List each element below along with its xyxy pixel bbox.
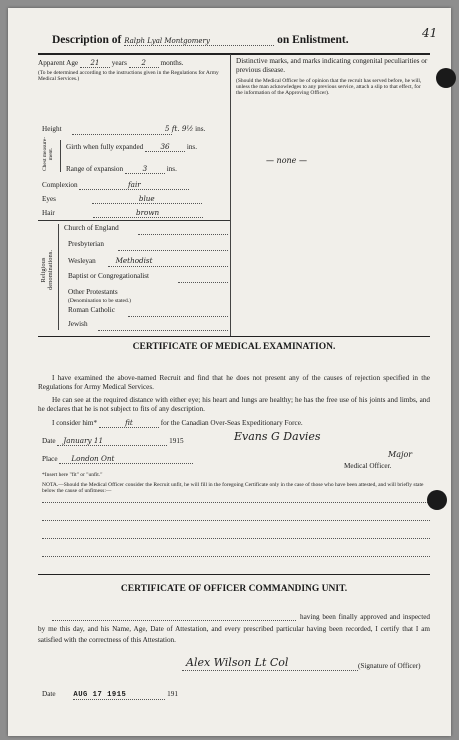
expansion-line [66,164,177,174]
date-line [42,436,184,446]
commanding-date-line [42,690,178,700]
religion-top-rule [38,220,230,221]
height-value: 5 ft. 9½ [164,124,194,133]
distinctive-value: — none — [266,156,307,165]
hair-value: brown [93,208,203,218]
girth-label: Girth when fully expanded [66,143,144,151]
religion-item-2 [68,240,104,248]
height-dots [72,134,172,135]
consider-label: I consider him* [52,419,98,427]
age-line [38,58,183,68]
distinctive-heading: Distinctive marks, and marks indicating congenital peculiarities or previous disease. [236,57,428,74]
religion-item-6 [68,306,115,314]
complexion-value: fair [79,180,189,190]
religion-item-5 [68,288,118,296]
religion-item-label: Roman Catholic [68,306,115,314]
age-note: (To be determined according to the instructions given in the Regulations for Army Medical Services.) [38,70,219,83]
unfit-line-3 [42,538,430,539]
place-line [42,454,193,464]
place-label: Place [42,455,58,463]
commanding-para: having been finally approved and inspected by me this day, and his Name, Age, Date of Attestation, and every prescribed particular having been recorded, I certify that I am satisfied with the correctness of this Attestation. [38,613,430,644]
complexion-label: Complexion [42,181,78,189]
height-label: Height [42,125,62,133]
section-rule-1 [38,336,430,337]
chest-side-label: Chest measure-ment. [42,136,55,172]
commanding-signature: Alex Wilson Lt Col [186,656,289,669]
title-left: Description of [52,34,122,46]
medical-officer-label: Medical Officer. [344,462,392,470]
religion-item-3 [68,256,153,265]
date-year: 1915 [169,437,184,445]
punch-hole-top [436,68,456,88]
commanding-date-stamp: AUG 17 1915 [73,691,165,700]
height-line [42,124,205,133]
height-unit: ins. [195,125,206,133]
unfit-line-2 [42,520,430,521]
religion-dots-4 [178,282,228,283]
recruit-name: Ralph Lyal Montgomery [124,37,274,46]
religion-dots-2 [118,250,228,251]
unfit-line-4 [42,556,430,557]
religion-item-label: Other Protestants [68,288,118,296]
chest-bracket [60,140,61,172]
religion-dots-7 [98,330,228,331]
religion-dots-6 [128,316,228,317]
commanding-signature-line [182,670,358,671]
medical-rank: Major [388,450,413,459]
age-years: 21 [80,58,110,68]
expansion-value: 3 [125,164,165,174]
header-rule [38,53,430,55]
commanding-signature-label: (Signature of Officer) [358,662,421,670]
religion-item-label: Presbyterian [68,240,104,248]
date-value: January 11 [57,436,167,446]
complexion-line [42,180,189,190]
eyes-value: blue [92,194,202,204]
title-right: on Enlistment. [277,34,349,46]
girth-unit: ins. [186,143,198,151]
commanding-date-suffix: 191 [167,690,178,698]
attestation-page [8,8,451,736]
medical-para-2: He can see at the required distance with either eye; his heart and lungs are healthy; he has the free use of his joints and limbs, and he declares that he is not subject to fits of any description. [38,396,430,413]
religion-dots-3 [108,266,228,267]
medical-para-1: I have examined the above-named Recruit and find that he does not present any of the causes of rejection specified in the Regulations for Army Medical Services. [38,374,430,391]
commanding-date-label: Date [42,690,56,698]
consider-rest: for the Canadian Over-Seas Expeditionary Force. [160,419,303,427]
age-label: Apparent Age [38,59,79,67]
consider-line [52,418,303,428]
expansion-label: Range of expansion [66,165,124,173]
medical-heading: CERTIFICATE OF MEDICAL EXAMINATION. [132,342,336,352]
commanding-heading: CERTIFICATE OF OFFICER COMMANDING UNIT. [120,584,348,594]
unfit-line-1 [42,502,430,503]
religion-item-label: Jewish [68,320,88,328]
age-months: 2 [129,58,159,68]
distinctive-note: (Should the Medical Officer be of opinion that the recruit has served before, he will, unless the man acknowledges to any previous service, attach a slip to that effect, for the information of the Approving Officer). [236,78,422,97]
place-value: London Ont [59,454,193,464]
years-label: years [111,59,127,67]
religion-item-7 [68,320,88,328]
religion-side-label: Religious denominations. [40,250,54,290]
page-number: 41 [422,26,438,40]
religion-item-1 [64,224,119,232]
expansion-unit: ins. [166,165,177,173]
section-rule-2 [38,574,430,575]
religion-item-value: Methodist [115,256,153,265]
religion-dots-1 [138,234,228,235]
religion-item-label: Wesleyan [68,257,96,265]
medical-nota: NOTA.—Should the Medical Officer consider the Recruit unfit, he will fill in the foregoing Certificate only in the case of those who have been attested, and will briefly state below the cause of unfitness:— [42,482,424,495]
punch-hole-bottom [427,490,447,510]
column-divider [230,54,231,336]
hair-line [42,208,203,218]
girth-value: 36 [145,142,185,152]
religion-other-note: (Denomination to be stated.) [68,298,131,304]
eyes-label: Eyes [42,195,56,203]
religion-item-4 [68,272,149,280]
religion-item-label: Church of England [64,224,119,232]
date-label: Date [42,437,56,445]
religion-bracket [58,224,59,330]
eyes-line [42,194,202,204]
girth-line [66,142,226,152]
medical-footnote: *Insert here "fit" or "unfit." [42,472,103,478]
consider-value: fit [99,418,159,428]
medical-signature: Evans G Davies [234,430,321,443]
page-title [52,34,349,46]
months-label: months. [160,59,184,67]
religion-item-label: Baptist or Congregationalist [68,272,150,280]
hair-label: Hair [42,209,55,217]
